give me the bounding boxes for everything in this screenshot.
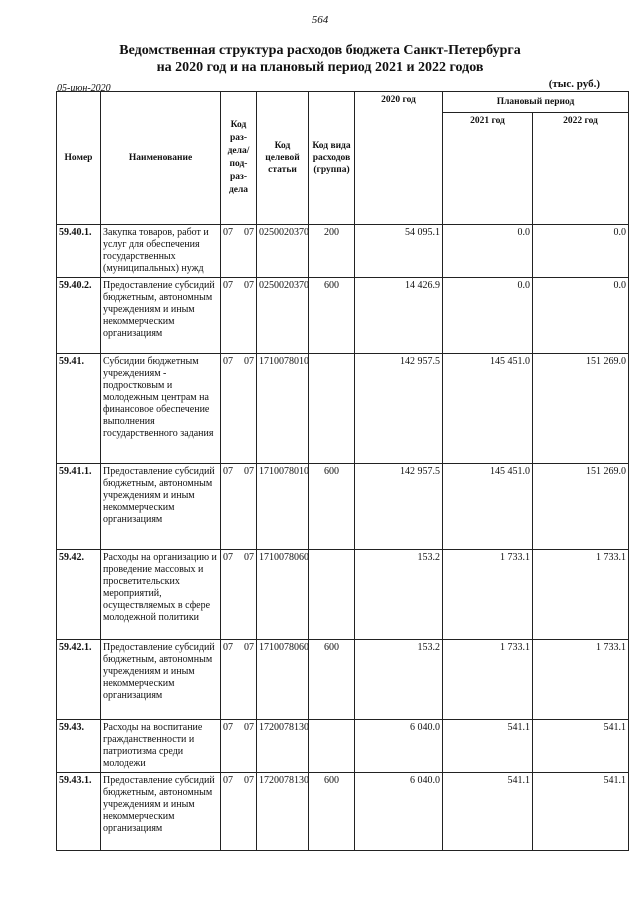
page-number: 564: [311, 14, 329, 26]
row-value-2020: 153.2: [355, 640, 443, 720]
row-value-2021: 541.1: [443, 720, 533, 773]
row-razdel-code: 07: [223, 280, 233, 291]
row-target-article: 1720078130: [257, 773, 309, 851]
header-name: Наименование: [101, 92, 221, 225]
row-razdel-code: 07: [223, 775, 233, 786]
row-value-2022: 1 733.1: [533, 550, 629, 640]
header-target-article: Код целевой статьи: [257, 92, 309, 225]
row-value-2020: 142 957.5: [355, 354, 443, 464]
row-expense-type: 600: [309, 773, 355, 851]
header-2021: 2021 год: [443, 112, 533, 224]
row-value-2022: 151 269.0: [533, 354, 629, 464]
row-name: Предоставление субсидий бюджетным, автономным учреждениям и иным некоммерческим организациям: [101, 773, 221, 851]
row-razdel: [221, 640, 257, 720]
row-value-2021: 0.0: [443, 278, 533, 354]
row-value-2020: 6 040.0: [355, 720, 443, 773]
row-expense-type: 600: [309, 640, 355, 720]
title-line-1: Ведомственная структура расходов бюджета Санкт-Петербурга: [119, 43, 521, 58]
row-value-2022: 0.0: [533, 225, 629, 278]
row-number: 59.41.1.: [57, 464, 101, 550]
table-row: [57, 464, 629, 550]
table-row: [57, 278, 629, 354]
row-number: 59.42.1.: [57, 640, 101, 720]
header-plan-period: Плановый период: [443, 92, 629, 113]
row-value-2020: 153.2: [355, 550, 443, 640]
row-podrazdel-code: 07: [244, 227, 254, 238]
row-name: Закупка товаров, работ и услуг для обеспечения государственных (муниципальных) нужд: [101, 225, 221, 278]
row-value-2021: 1 733.1: [443, 640, 533, 720]
header-nomer: Номер: [57, 92, 101, 225]
row-value-2021: 1 733.1: [443, 550, 533, 640]
row-target-article: 1710078060: [257, 640, 309, 720]
table-row: [57, 720, 629, 773]
row-expense-type: [309, 720, 355, 773]
row-podrazdel-code: 07: [244, 466, 254, 477]
row-target-article: 0250020370: [257, 278, 309, 354]
title-line-2: на 2020 год и на плановый период 2021 и 2022 годов: [156, 60, 484, 75]
row-razdel: [221, 225, 257, 278]
row-value-2022: 1 733.1: [533, 640, 629, 720]
units-label: (тыс. руб.): [548, 78, 600, 90]
row-value-2021: 541.1: [443, 773, 533, 851]
row-podrazdel-code: 07: [244, 552, 254, 563]
row-razdel: [221, 278, 257, 354]
row-name: Расходы на воспитание гражданственности и патриотизма среди молодежи: [101, 720, 221, 773]
row-razdel-code: 07: [223, 722, 233, 733]
row-value-2022: 151 269.0: [533, 464, 629, 550]
row-name: Предоставление субсидий бюджетным, автономным учреждениям и иным некоммерческим организациям: [101, 640, 221, 720]
row-value-2020: 142 957.5: [355, 464, 443, 550]
row-razdel: [221, 354, 257, 464]
table-row: [57, 354, 629, 464]
row-name: Предоставление субсидий бюджетным, автономным учреждениям и иным некоммерческим организациям: [101, 464, 221, 550]
row-razdel-code: 07: [223, 356, 233, 367]
row-podrazdel-code: 07: [244, 775, 254, 786]
table-row: [57, 225, 629, 278]
document-date: 05-июн-2020: [57, 83, 111, 94]
header-2020: 2020 год: [355, 92, 443, 225]
row-expense-type: [309, 354, 355, 464]
row-target-article: 1710078060: [257, 550, 309, 640]
row-expense-type: 200: [309, 225, 355, 278]
row-razdel: [221, 464, 257, 550]
row-razdel-code: 07: [223, 227, 233, 238]
row-value-2020: 54 095.1: [355, 225, 443, 278]
row-podrazdel-code: 07: [244, 642, 254, 653]
row-value-2022: 541.1: [533, 720, 629, 773]
row-number: 59.41.: [57, 354, 101, 464]
row-value-2021: 145 451.0: [443, 464, 533, 550]
row-number: 59.42.: [57, 550, 101, 640]
row-razdel-code: 07: [223, 642, 233, 653]
row-value-2020: 14 426.9: [355, 278, 443, 354]
row-number: 59.40.1.: [57, 225, 101, 278]
row-number: 59.43.: [57, 720, 101, 773]
row-target-article: 1710078010: [257, 464, 309, 550]
row-podrazdel-code: 07: [244, 356, 254, 367]
row-number: 59.43.1.: [57, 773, 101, 851]
row-target-article: 1720078130: [257, 720, 309, 773]
header-2022: 2022 год: [533, 112, 629, 224]
row-razdel-code: 07: [223, 552, 233, 563]
row-name: Субсидии бюджетным учреждениям - подростковым и молодежным центрам на финансовое обеспечение выполнения государственного задания: [101, 354, 221, 464]
row-target-article: 1710078010: [257, 354, 309, 464]
row-razdel: [221, 773, 257, 851]
row-name: Расходы на организацию и проведение массовых и просветительских мероприятий, осуществляемых в сфере молодежной политики: [101, 550, 221, 640]
row-podrazdel-code: 07: [244, 280, 254, 291]
table-row: [57, 640, 629, 720]
budget-table: [56, 91, 629, 851]
row-expense-type: 600: [309, 278, 355, 354]
table-row: [57, 773, 629, 851]
row-target-article: 0250020370: [257, 225, 309, 278]
row-value-2022: 0.0: [533, 278, 629, 354]
row-value-2020: 6 040.0: [355, 773, 443, 851]
table-row: [57, 550, 629, 640]
document-title: [60, 42, 580, 76]
row-value-2021: 0.0: [443, 225, 533, 278]
row-razdel-code: 07: [223, 466, 233, 477]
row-razdel: [221, 720, 257, 773]
header-razdel: Код раз-дела/ под-раз-дела: [221, 92, 257, 225]
row-podrazdel-code: 07: [244, 722, 254, 733]
row-number: 59.40.2.: [57, 278, 101, 354]
header-expense-type: Код вида расходов (группа): [309, 92, 355, 225]
row-name: Предоставление субсидий бюджетным, автономным учреждениям и иным некоммерческим организациям: [101, 278, 221, 354]
row-value-2022: 541.1: [533, 773, 629, 851]
row-value-2021: 145 451.0: [443, 354, 533, 464]
row-expense-type: 600: [309, 464, 355, 550]
row-expense-type: [309, 550, 355, 640]
row-razdel: [221, 550, 257, 640]
